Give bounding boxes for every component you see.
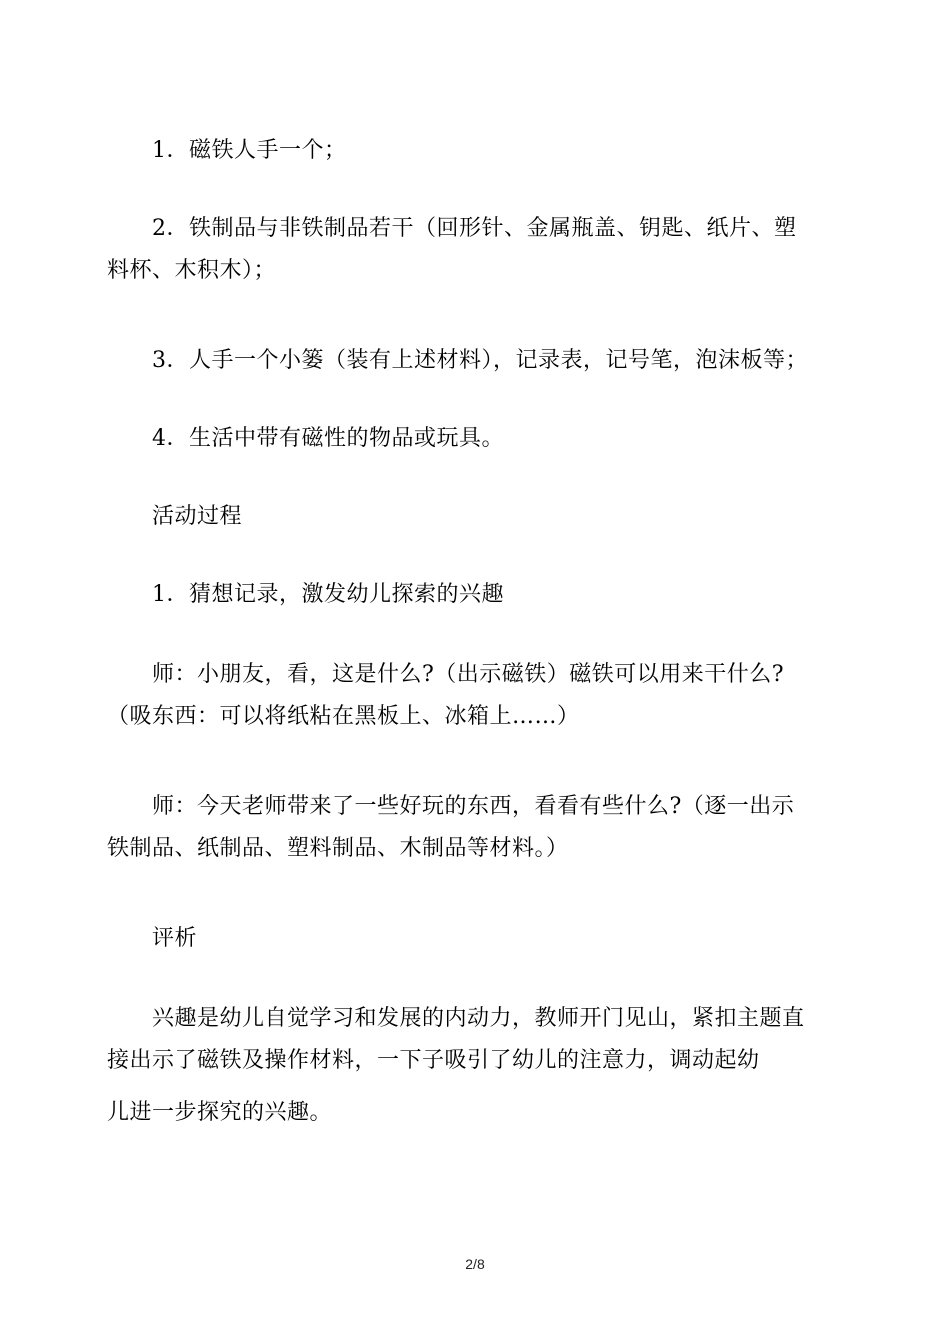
text-line: 4．生活中带有磁性的物品或玩具。 — [152, 426, 504, 451]
text-line: 1．磁铁人手一个； — [152, 138, 347, 163]
heading-text: 活动过程 — [152, 504, 243, 529]
text-line: 3．人手一个小篓（装有上述材料），记录表，记号笔，泡沫板等； — [152, 348, 808, 373]
paragraph-materials-1 — [107, 130, 847, 172]
text-line: 师：小朋友，看，这是什么?（出示磁铁）磁铁可以用来干什么? — [152, 662, 785, 687]
text-line: 接出示了磁铁及操作材料，一下子吸引了幼儿的注意力，调动起幼 — [107, 1048, 760, 1073]
section-heading-analysis — [107, 918, 847, 960]
paragraph-teacher-2 — [107, 786, 847, 870]
page-number: 2/8 — [465, 1256, 485, 1272]
text-line: 儿进一步探究的兴趣。 — [107, 1100, 333, 1125]
paragraph-materials-2 — [107, 208, 847, 292]
text-line: 1．猜想记录，激发幼儿探索的兴趣 — [152, 582, 504, 607]
paragraph-analysis — [107, 998, 847, 1134]
paragraph-materials-3 — [107, 340, 847, 382]
text-line: （吸东西：可以将纸粘在黑板上、冰箱上……） — [107, 704, 580, 729]
text-line: 料杯、木积木）； — [107, 258, 277, 283]
heading-text: 评析 — [152, 926, 198, 951]
text-line: 师：今天老师带来了一些好玩的东西，看看有些什么?（逐一出示 — [152, 794, 795, 819]
text-line: 2．铁制品与非铁制品若干（回形针、金属瓶盖、钥匙、纸片、塑 — [152, 216, 797, 241]
paragraph-step-1 — [107, 574, 847, 616]
paragraph-teacher-1 — [107, 654, 847, 738]
text-line: 铁制品、纸制品、塑料制品、木制品等材料。） — [107, 836, 569, 861]
section-heading-activity-process — [107, 496, 847, 538]
paragraph-materials-4 — [107, 418, 847, 460]
text-line: 兴趣是幼儿自觉学习和发展的内动力，教师开门见山，紧扣主题直 — [152, 1006, 805, 1031]
